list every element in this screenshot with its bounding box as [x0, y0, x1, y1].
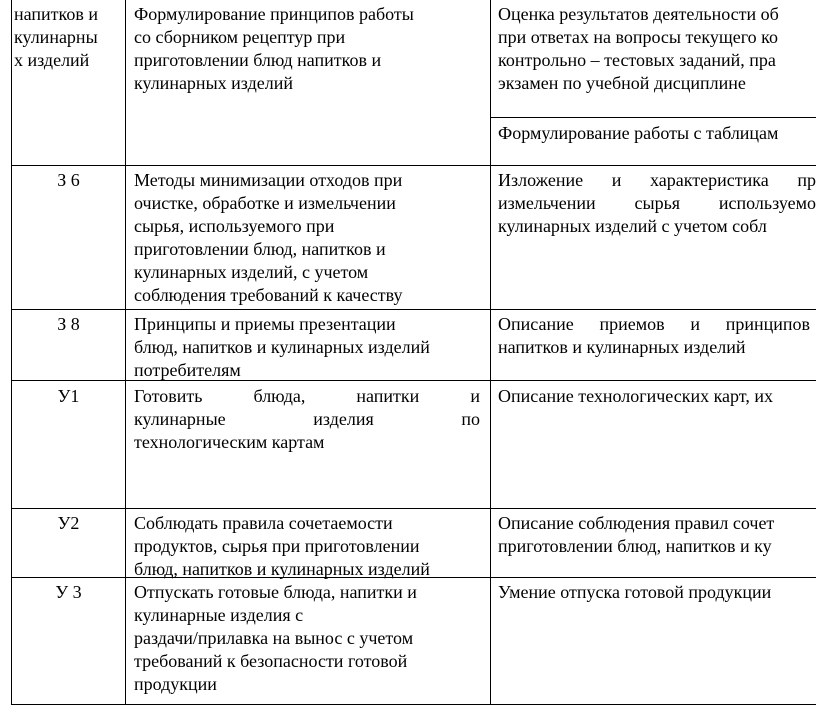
code-cell: У 3: [55, 582, 82, 602]
evaluation-cell: [498, 512, 816, 558]
description-line: продукции: [134, 674, 217, 694]
row-divider: [11, 508, 816, 509]
description-line: Соблюдать правила сочетаемости: [134, 513, 393, 533]
description-cell: [134, 385, 480, 454]
code-line: кулинарны: [14, 27, 98, 47]
description-line: блюд, напитков и кулинарных изделий: [134, 337, 430, 357]
description-line: соблюдения требований к качеству: [134, 285, 403, 305]
description-line: блюд, напитков и кулинарных изделий: [134, 559, 430, 579]
description-line: продуктов, сырья при приготовлении: [134, 536, 420, 556]
description-line: кулинарных изделий: [134, 73, 293, 93]
code-line: напитков и: [14, 4, 98, 24]
evaluation-extra-cell: [498, 122, 816, 145]
evaluation-line: Описание соблюдения правил сочет: [498, 513, 775, 533]
evaluation-line: контрольно – тестовых заданий, пра: [498, 50, 776, 70]
row-divider: [11, 309, 816, 310]
evaluation-cell: [498, 581, 816, 604]
evaluation-line: экзамен по учебной дисциплине: [498, 73, 746, 93]
code-cell: [14, 3, 124, 72]
code-cell: У2: [57, 513, 80, 533]
description-line: Методы минимизации отходов при: [134, 170, 403, 190]
evaluation-line: при ответах на вопросы текущего ко: [498, 27, 778, 47]
description-cell: [134, 3, 484, 95]
description-line: раздачи/прилавка на вынос с учетом: [134, 628, 414, 648]
evaluation-line: Описание приемов и принципов: [498, 314, 810, 334]
description-line: со сборником рецептур при: [134, 27, 346, 47]
evaluation-line: Формулирование работы с таблицам: [498, 123, 779, 143]
evaluation-line: напитков и кулинарных изделий: [498, 337, 746, 357]
description-line: Отпускать готовые блюда, напитки и: [134, 582, 417, 602]
table-column-divider: [125, 0, 126, 705]
table-column-divider: [490, 0, 491, 705]
evaluation-cell: [498, 313, 816, 359]
evaluation-line: Описание технологических карт, их: [498, 386, 773, 406]
code-cell: З 6: [57, 170, 80, 190]
evaluation-line: кулинарных изделий с учетом собл: [498, 216, 767, 236]
evaluation-cell: [498, 3, 816, 95]
code-cell: З 8: [57, 314, 80, 334]
row-divider: [11, 165, 816, 166]
description-line: потребителям: [134, 360, 241, 380]
description-line: кулинарные изделия по: [134, 409, 480, 429]
description-line: требований к безопасности готовой: [134, 651, 408, 671]
description-line: сырья, используемого при: [134, 216, 335, 236]
description-line: Готовить блюда, напитки и: [134, 386, 480, 406]
description-line: кулинарные изделия с: [134, 605, 304, 625]
evaluation-line: Умение отпуска готовой продукции: [498, 582, 772, 602]
eval-subdivider: [490, 117, 816, 118]
code-cell: У1: [57, 386, 80, 406]
description-line: кулинарных изделий, с учетом: [134, 262, 369, 282]
code-line: х изделий: [14, 50, 90, 70]
table-border-bottom: [11, 704, 816, 705]
description-cell: [134, 581, 484, 696]
description-line: очистке, обработке и измельчении: [134, 193, 396, 213]
description-line: технологическим картам: [134, 432, 325, 452]
description-line: приготовлении блюд, напитков и: [134, 239, 386, 259]
description-line: Формулирование принципов работы: [134, 4, 414, 24]
evaluation-line: приготовлении блюд, напитков и ку: [498, 536, 772, 556]
description-cell: [134, 313, 484, 382]
description-cell: [134, 512, 484, 581]
evaluation-cell: [498, 385, 816, 408]
description-line: приготовлении блюд напитков и: [134, 50, 382, 70]
evaluation-cell: [498, 169, 816, 238]
description-cell: [134, 169, 484, 307]
evaluation-line: Оценка результатов деятельности об: [498, 4, 779, 24]
description-line: Принципы и приемы презентации: [134, 314, 396, 334]
evaluation-line: измельчении сырья используемо: [498, 193, 816, 213]
evaluation-line: Изложение и характеристика пр: [498, 170, 816, 190]
